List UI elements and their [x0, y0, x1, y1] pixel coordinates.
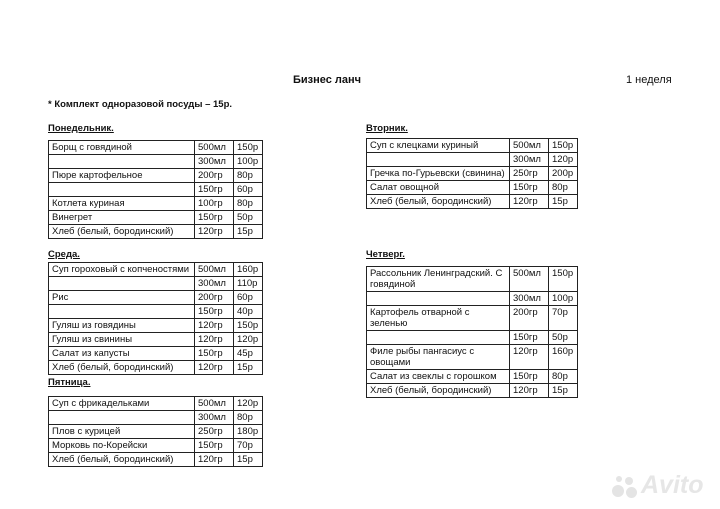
table-row [367, 292, 578, 306]
portion-cell: 200гр [195, 169, 234, 183]
table-row [367, 384, 578, 398]
day-heading-thursday: Четверг. [366, 249, 405, 260]
day-heading-wednesday: Среда. [48, 249, 80, 260]
dish-name-cell: Винегрет [49, 211, 195, 225]
dish-name-cell: Суп с клецками куриный [367, 139, 510, 153]
table-row [49, 141, 263, 155]
portion-cell: 120гр [195, 225, 234, 239]
portion-cell: 150гр [510, 331, 549, 345]
price-cell: 80р [549, 370, 578, 384]
dish-name-cell [49, 183, 195, 197]
table-row [49, 319, 263, 333]
menu-table-friday [48, 396, 263, 467]
watermark-text: Avito [641, 471, 704, 499]
portion-cell: 150гр [510, 181, 549, 195]
price-cell: 60р [234, 291, 263, 305]
dish-name-cell: Филе рыбы пангасиус с овощами [367, 345, 510, 370]
table-row [49, 333, 263, 347]
dish-name-cell: Хлеб (белый, бородинский) [49, 453, 195, 467]
table-row [49, 183, 263, 197]
portion-cell: 500мл [195, 141, 234, 155]
avito-logo-icon [612, 473, 638, 499]
portion-cell: 300мл [510, 153, 549, 167]
price-cell: 80р [549, 181, 578, 195]
price-cell: 120р [549, 153, 578, 167]
table-row [367, 195, 578, 209]
price-cell: 40р [234, 305, 263, 319]
table-row [367, 370, 578, 384]
dish-name-cell: Гуляш из свинины [49, 333, 195, 347]
table-row [49, 211, 263, 225]
menu-table-tuesday [366, 138, 578, 209]
portion-cell: 120гр [195, 361, 234, 375]
table-row [49, 453, 263, 467]
price-cell: 120р [234, 397, 263, 411]
price-cell: 80р [234, 197, 263, 211]
table-row [49, 169, 263, 183]
price-cell: 180р [234, 425, 263, 439]
price-cell: 15р [234, 225, 263, 239]
portion-cell: 150гр [195, 183, 234, 197]
table-row [367, 267, 578, 292]
price-cell: 100р [549, 292, 578, 306]
table-row [49, 155, 263, 169]
portion-cell: 150гр [195, 211, 234, 225]
price-cell: 160р [549, 345, 578, 370]
price-cell: 15р [234, 361, 263, 375]
dish-name-cell: Салат овощной [367, 181, 510, 195]
price-cell: 100р [234, 155, 263, 169]
portion-cell: 200гр [195, 291, 234, 305]
dish-name-cell [49, 411, 195, 425]
table-row [49, 425, 263, 439]
portion-cell: 300мл [195, 155, 234, 169]
dish-name-cell: Хлеб (белый, бородинский) [367, 384, 510, 398]
menu-table-thursday [366, 266, 578, 398]
dish-name-cell: Суп гороховый с копченостями [49, 263, 195, 277]
price-cell: 150р [234, 141, 263, 155]
portion-cell: 120гр [195, 333, 234, 347]
table-row [49, 397, 263, 411]
portion-cell: 250гр [510, 167, 549, 181]
dish-name-cell: Салат из капусты [49, 347, 195, 361]
menu-table-monday [48, 140, 263, 239]
dish-name-cell: Гуляш из говядины [49, 319, 195, 333]
table-row [367, 306, 578, 331]
price-cell: 50р [234, 211, 263, 225]
price-cell: 200р [549, 167, 578, 181]
dish-name-cell: Хлеб (белый, бородинский) [49, 225, 195, 239]
portion-cell: 250гр [195, 425, 234, 439]
price-cell: 15р [234, 453, 263, 467]
day-heading-tuesday: Вторник. [366, 123, 408, 134]
table-row [367, 167, 578, 181]
portion-cell: 100гр [195, 197, 234, 211]
portion-cell: 150гр [195, 347, 234, 361]
portion-cell: 500мл [510, 267, 549, 292]
dish-name-cell: Плов с курицей [49, 425, 195, 439]
price-cell: 15р [549, 384, 578, 398]
table-row [49, 411, 263, 425]
dish-name-cell: Рассольник Ленинградский. С говядиной [367, 267, 510, 292]
price-cell: 80р [234, 169, 263, 183]
price-cell: 70р [549, 306, 578, 331]
price-cell: 150р [549, 139, 578, 153]
table-row [367, 139, 578, 153]
portion-cell: 300мл [195, 411, 234, 425]
table-row [49, 197, 263, 211]
portion-cell: 120гр [510, 384, 549, 398]
dish-name-cell [367, 331, 510, 345]
price-cell: 80р [234, 411, 263, 425]
dish-name-cell: Борщ с говядиной [49, 141, 195, 155]
table-row [49, 361, 263, 375]
price-cell: 160р [234, 263, 263, 277]
day-heading-friday: Пятница. [48, 377, 91, 388]
portion-cell: 150гр [195, 439, 234, 453]
dish-name-cell: Суп с фрикадельками [49, 397, 195, 411]
price-cell: 50р [549, 331, 578, 345]
price-cell: 70р [234, 439, 263, 453]
dish-name-cell: Хлеб (белый, бородинский) [367, 195, 510, 209]
portion-cell: 500мл [510, 139, 549, 153]
portion-cell: 150гр [195, 305, 234, 319]
portion-cell: 300мл [195, 277, 234, 291]
dish-name-cell: Рис [49, 291, 195, 305]
price-cell: 150р [234, 319, 263, 333]
dish-name-cell [49, 277, 195, 291]
price-cell: 45р [234, 347, 263, 361]
dish-name-cell: Морковь по-Корейски [49, 439, 195, 453]
price-cell: 110р [234, 277, 263, 291]
table-row [49, 277, 263, 291]
page-title: Бизнес ланч [293, 74, 362, 86]
table-row [367, 153, 578, 167]
dish-name-cell [49, 305, 195, 319]
table-row [367, 181, 578, 195]
portion-cell: 120гр [510, 195, 549, 209]
menu-table-wednesday [48, 262, 263, 375]
dish-name-cell: Пюре картофельное [49, 169, 195, 183]
portion-cell: 120гр [195, 453, 234, 467]
dish-name-cell: Картофель отварной с зеленью [367, 306, 510, 331]
portion-cell: 500мл [195, 263, 234, 277]
table-row [367, 345, 578, 370]
portion-cell: 200гр [510, 306, 549, 331]
dish-name-cell: Хлеб (белый, бородинский) [49, 361, 195, 375]
dish-name-cell: Котлета куриная [49, 197, 195, 211]
table-row [49, 439, 263, 453]
price-cell: 15р [549, 195, 578, 209]
table-row [367, 331, 578, 345]
portion-cell: 500мл [195, 397, 234, 411]
price-cell: 120р [234, 333, 263, 347]
table-row [49, 263, 263, 277]
table-row [49, 291, 263, 305]
dishware-note: * Комплект одноразовой посуды – 15р. [48, 99, 233, 110]
day-heading-monday: Понедельник. [48, 123, 114, 134]
table-row [49, 347, 263, 361]
price-cell: 150р [549, 267, 578, 292]
dish-name-cell: Гречка по-Гурьевски (свинина) [367, 167, 510, 181]
price-cell: 60р [234, 183, 263, 197]
portion-cell: 150гр [510, 370, 549, 384]
avito-watermark [612, 471, 704, 500]
dish-name-cell [367, 153, 510, 167]
dish-name-cell [49, 155, 195, 169]
week-label: 1 неделя [626, 74, 672, 86]
table-row [49, 225, 263, 239]
table-row [49, 305, 263, 319]
portion-cell: 300мл [510, 292, 549, 306]
portion-cell: 120гр [510, 345, 549, 370]
portion-cell: 120гр [195, 319, 234, 333]
dish-name-cell [367, 292, 510, 306]
dish-name-cell: Салат из свеклы с горошком [367, 370, 510, 384]
